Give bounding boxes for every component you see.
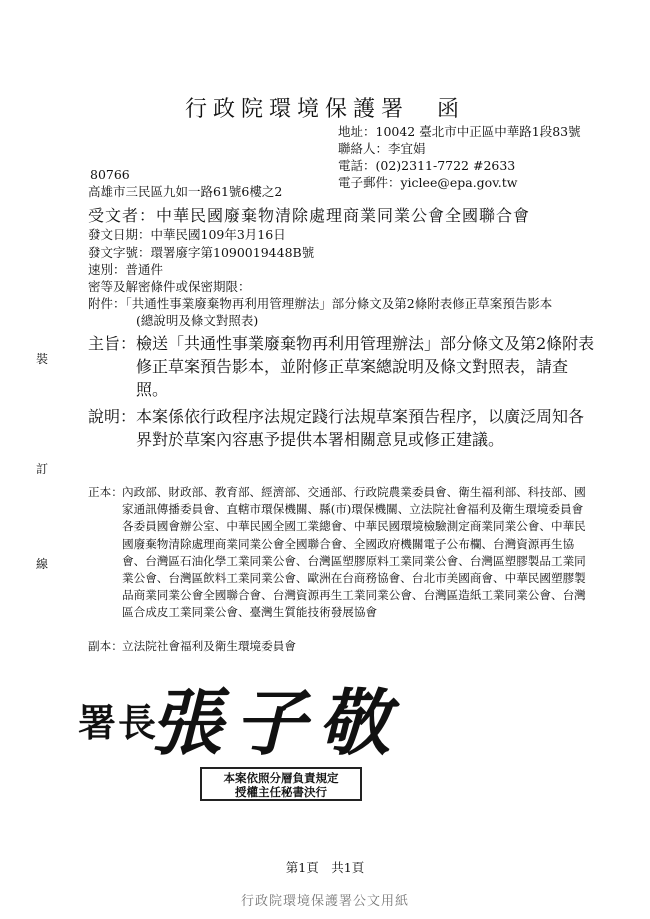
issue-date: 發文日期：中華民國109年3月16日 [88, 227, 286, 242]
copy-recipients-text: 立法院社會福利及衛生環境委員會 [122, 639, 296, 653]
sender-address: 地址：10042 臺北市中正區中華路1段83號 [338, 124, 581, 139]
recipient-zip: 80766 [90, 167, 130, 182]
subject-text: 檢送「共通性事業廢棄物再利用管理辦法」部分條文及第2條附表修正草案預告影本，並附修正草案總說明及條文對照表，請查照。 [136, 334, 595, 399]
copy-recipients [88, 638, 588, 655]
primary-recipients-text: 內政部、財政部、教育部、經濟部、交通部、行政院農業委員會、衛生福利部、科技部、國家通訊傳播委員會、直轄市環保機關、縣(市)環保機關、立法院社會福利及衛生環境委員會各委員國會辦公室、中華民國全國工業總會、中華民國環境檢驗測定商業同業公會、中華民國廢棄物清除處理商業同業公會全國聯合會、全國政府機關電子公布欄、台灣資源再生協會、台灣區石油化學工業同業公會、台灣區塑膠原料工業同業公會、台灣區塑膠製品工業同業公會、台灣區飲料工業同業公會、歐洲在台商務協會、台北市美國商會、中華民國塑膠製品商業同業公會全國聯合會、台灣資源再生工業同業公會、台灣區造紙工業同業公會、台灣區合成皮工業同業公會、臺灣生質能技術發展協會 [122, 485, 586, 620]
stamp-line-1: 本案依照分層負責規定 [223, 771, 339, 785]
document-number: 發文字號：環署廢字第1090019448B號 [88, 245, 315, 260]
contact-email: 電子郵件：yiclee@epa.gov.tw [338, 175, 518, 190]
recipient-address: 高雄市三民區九如一路61號6樓之2 [88, 184, 283, 199]
delivery-speed: 速別：普通件 [88, 262, 164, 277]
explanation-text: 本案係依行政程序法規定踐行法規草案預告程序，以廣泛周知各界對於草案內容惠予提供本署相關意見或修正建議。 [136, 407, 585, 449]
explanation-section [88, 405, 598, 451]
explanation-label: 說明： [88, 407, 137, 426]
stamp-line-2: 授權主任秘書決行 [235, 785, 327, 799]
secrecy-level: 密等及解密條件或保密期限： [88, 279, 251, 294]
recipient: 受文者：中華民國廢棄物清除處理商業同業公會全國聯合會 [88, 206, 531, 225]
copy-recipients-label: 副本： [88, 639, 123, 653]
subject-label: 主旨： [88, 334, 137, 353]
subject-section [88, 332, 598, 401]
signatory-title: 署長 [78, 700, 159, 745]
document-title: 行政院環境保護署 函 [184, 97, 465, 122]
contact-phone: 電話：(02)2311-7722 #2633 [338, 158, 516, 173]
signatory-signature: 張子敬 [150, 680, 403, 765]
authorization-stamp [200, 767, 362, 801]
binding-mark: 訂 [36, 462, 49, 476]
binding-mark: 線 [36, 557, 49, 571]
contact-person: 聯絡人：李宜娟 [338, 141, 426, 156]
attachment-continued: (總說明及條文對照表) [136, 313, 259, 328]
primary-recipients [88, 484, 588, 622]
attachment: 附件：「共通性事業廢棄物再利用管理辦法」部分條文及第2條附表修正草案預告影本 [88, 296, 553, 311]
page-number: 第1頁 共1頁 [285, 860, 365, 875]
primary-recipients-label: 正本： [88, 485, 123, 499]
binding-mark: 裝 [36, 352, 49, 366]
paper-footer: 行政院環境保護署公文用紙 [240, 894, 409, 909]
